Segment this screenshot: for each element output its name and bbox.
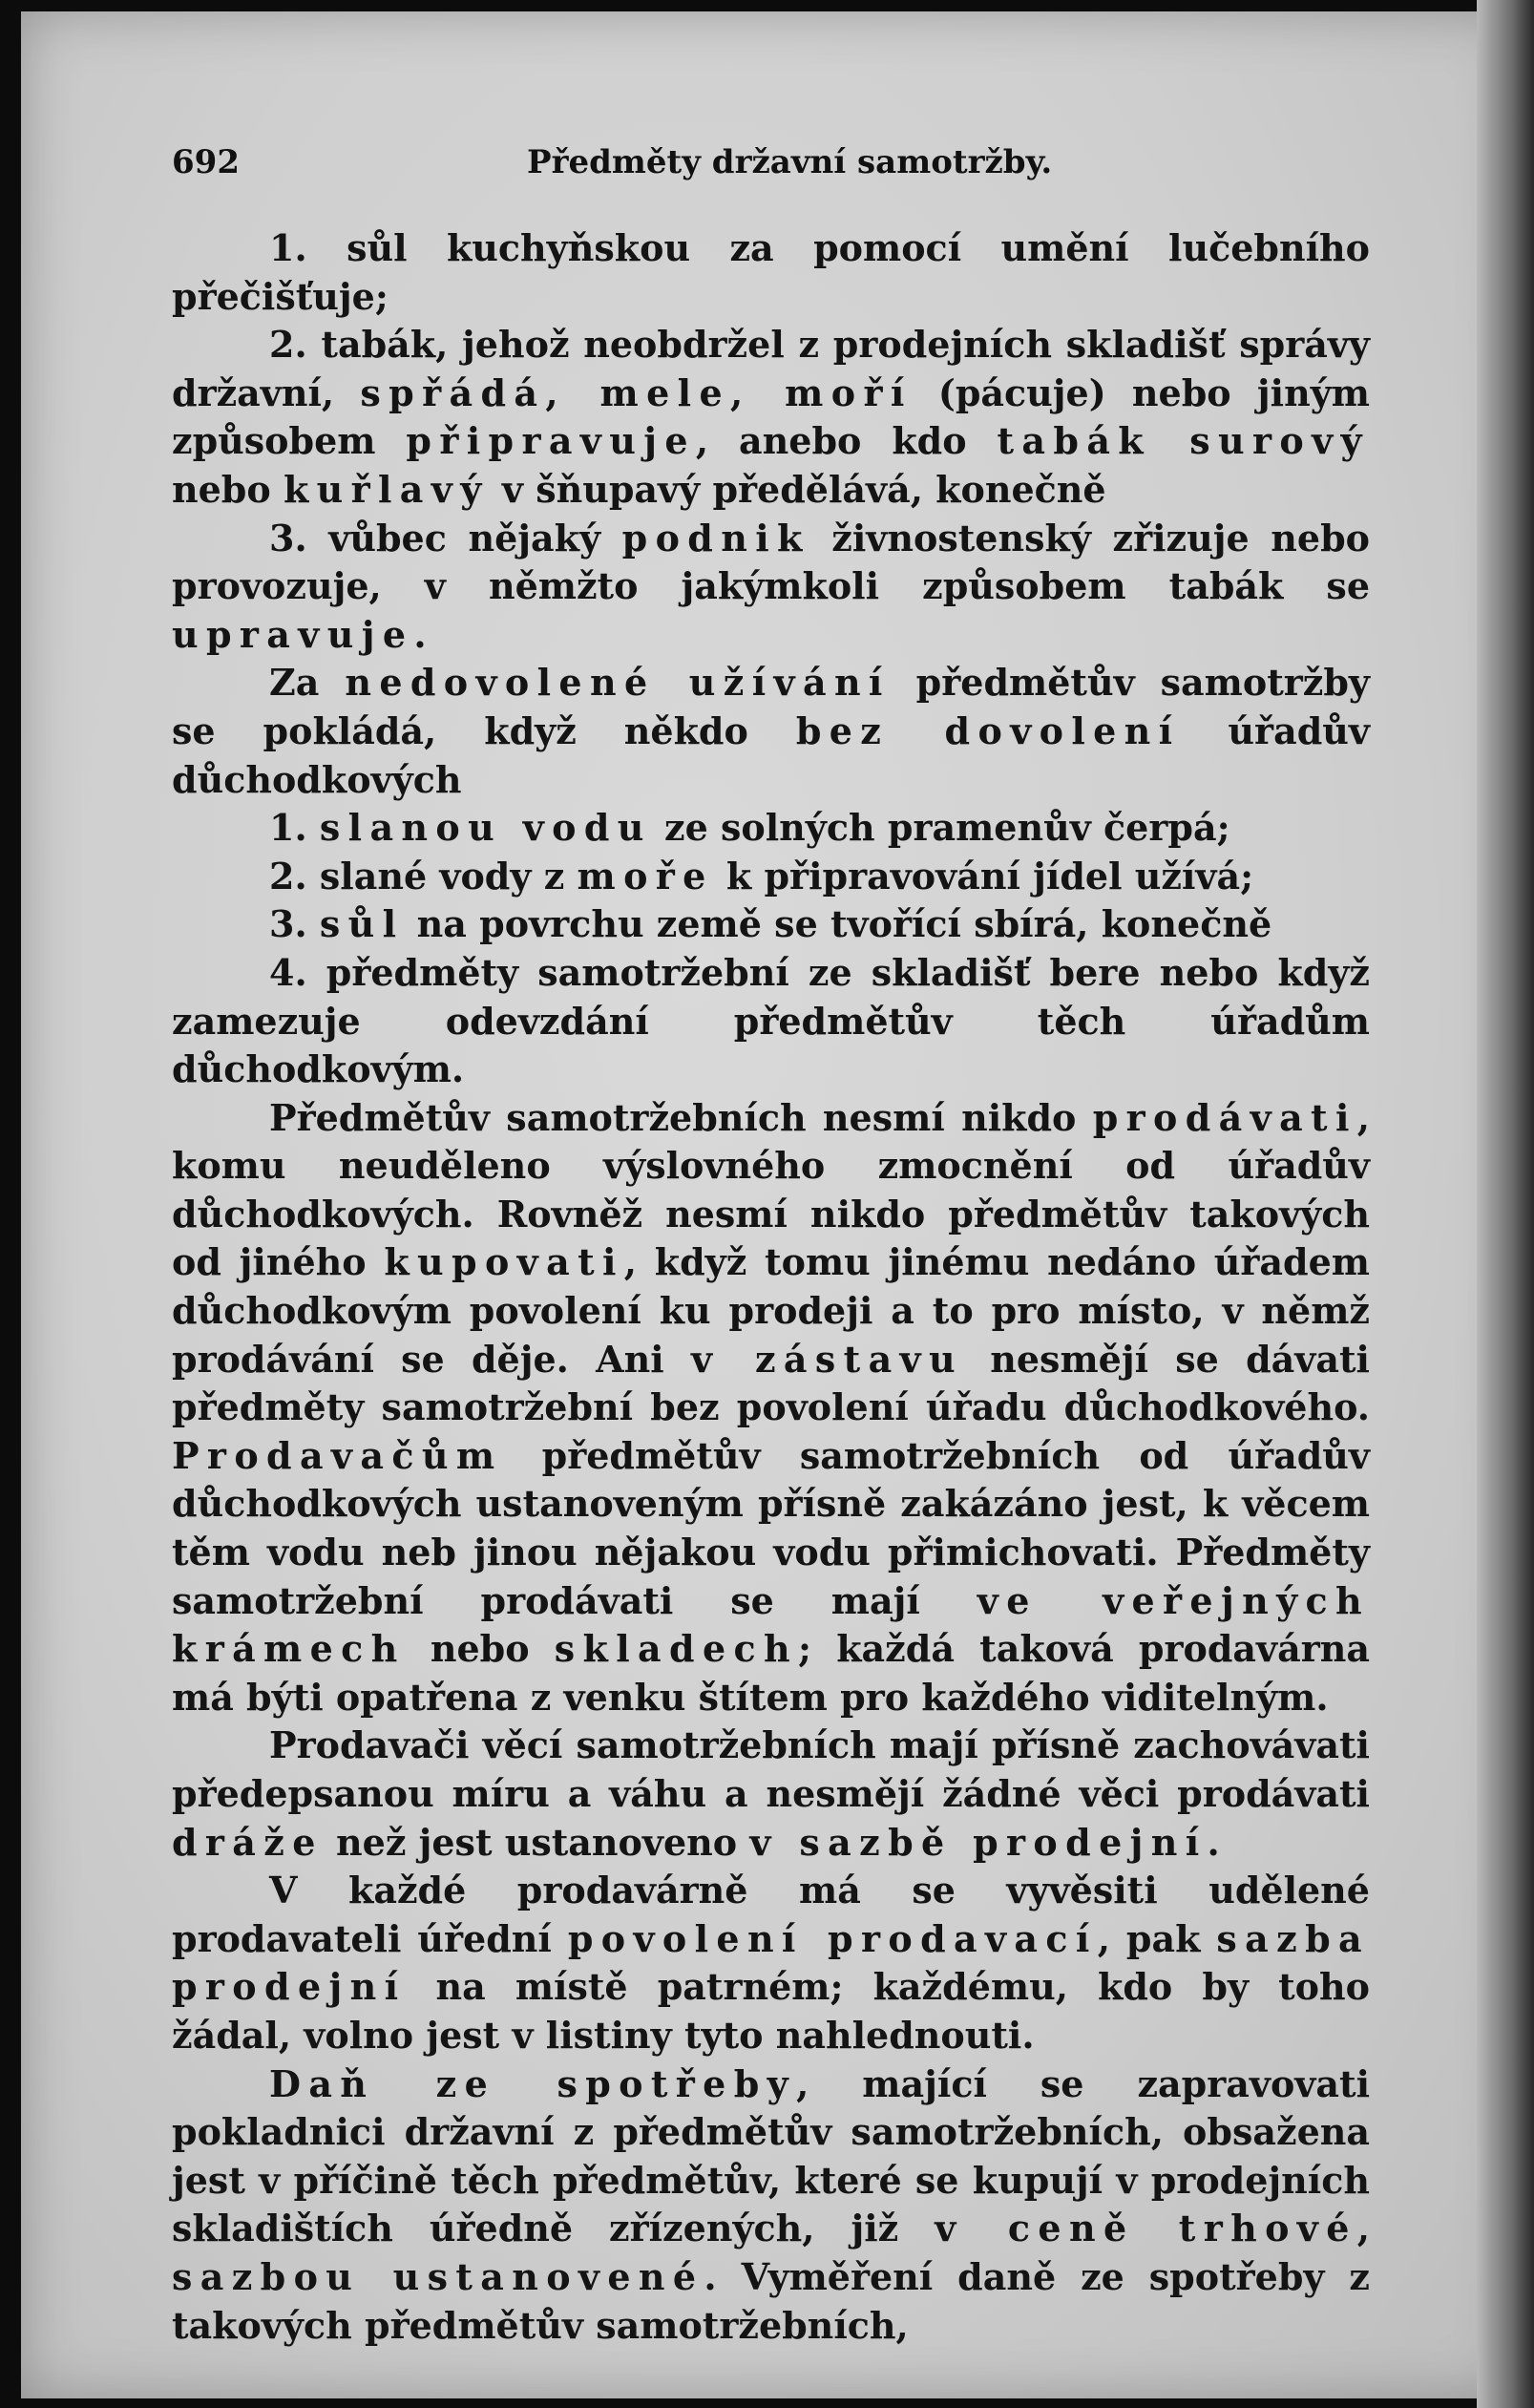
text-run: živnostenský zřizuje nebo provozuje, v němžto jakýmkoli způsobem tabák se [172, 516, 1370, 608]
text-run: než jest ustanoveno [323, 1820, 750, 1864]
text-run: . [1207, 1820, 1220, 1864]
text-run: (pácuje) nebo jiným způsobem [172, 370, 1370, 463]
paragraph [172, 659, 1370, 804]
text-run: nebo [405, 1627, 555, 1671]
paragraph [172, 949, 1370, 1094]
running-head: Předměty državní samotržby. [527, 143, 1053, 181]
text-run: , pak [1097, 1916, 1217, 1960]
text-run: úřadův důchodkových [172, 708, 1370, 801]
text-run: , mající se zapravovati pokladnici državní z předmětův samotržebních, obsažena jest v příčině těch předmětův, které se kupují v prodejních skladištích úředně zřízených, již [172, 2061, 1371, 2250]
text-run: Předmětův samotržebních nesmí nikdo [269, 1095, 1093, 1139]
spaced-emphasis: skladech [554, 1627, 798, 1671]
text-run: v šňupavý předělává, konečně [489, 467, 1106, 511]
text-run: 2. slané vody z [269, 854, 578, 898]
spaced-emphasis: bez dovolení [795, 708, 1181, 752]
text-run: , když tomu jinému nedáno úřadem důchodkovým povolení ku prodeji a to pro místo, v němž prodávání se děje. Ani [172, 1240, 1370, 1381]
spaced-emphasis: podnik [621, 516, 810, 560]
spaced-emphasis: v zástavu [690, 1337, 963, 1381]
text-run: na povrchu země se tvořící sbírá, konečně [404, 902, 1272, 946]
spaced-emphasis: kuřlavý [283, 467, 490, 511]
spaced-emphasis: povolení prodavací [567, 1916, 1098, 1960]
spaced-emphasis: ve veřejných krámech [172, 1578, 1370, 1671]
spaced-emphasis: v ceně trhové [935, 2207, 1357, 2250]
spaced-emphasis: spřádá, mele, moří [360, 370, 913, 414]
paragraph [172, 1867, 1370, 2059]
text-run: předmětův samotržby se pokládá, když někdo [172, 661, 1370, 752]
text-run: Za [269, 661, 346, 705]
text-run: 2. tabák, jehož neobdržel z prodejních skladišť správy državní, [172, 323, 1370, 414]
text-run: k připravování jídel užívá; [713, 854, 1254, 898]
text-run: na místě patrném; každému, kdo by toho žádal, volno jest v listiny tyto nahlednouti. [172, 1965, 1370, 2057]
paragraph [172, 321, 1370, 514]
spaced-emphasis: upravuje [172, 612, 414, 656]
text-run: . Vyměření daně ze spotřeby z takových předmětův samotržebních, [172, 2254, 1370, 2347]
spaced-emphasis: nedovolené užívání [345, 661, 891, 705]
text-run: , [1356, 2207, 1370, 2250]
text-run: 3. vůbec nějaký [269, 516, 622, 560]
text-run: nebo [172, 467, 284, 511]
text-run: nesmějí se dávati předměty samotržební bez povolení úřadu důchodkového. [172, 1337, 1370, 1429]
spaced-emphasis: sazba prodejní [172, 1916, 1370, 2009]
spaced-emphasis: kupovati [384, 1240, 624, 1284]
paragraph [172, 853, 1370, 901]
text-run: předmětův samotržebních od úřadův důchodkových ustanoveným přísně zakázáno jest, k věcem těm vodu neb jinou nějakou vodu přimichovati. Předměty samotržební prodávati se mají [172, 1433, 1370, 1622]
text-run: 1. [269, 806, 320, 850]
paragraph [172, 1094, 1370, 1722]
page-header [172, 143, 1365, 191]
spaced-emphasis: Prodavačům [172, 1433, 503, 1477]
spaced-emphasis: prodávati [1092, 1095, 1357, 1139]
spaced-emphasis: v sazbě prodejní [749, 1820, 1208, 1864]
spaced-emphasis: Daň ze spotřeby [269, 2061, 797, 2105]
paragraph [172, 900, 1370, 949]
paragraph [172, 224, 1370, 321]
page-edge-shadow [1477, 0, 1534, 2408]
spaced-emphasis: moře [577, 854, 714, 898]
text-run: , komu neuděleno výslovného zmocnění od úřadův důchodkových. Rovněž nesmí nikdo předmětův takových od jiného [172, 1095, 1370, 1284]
text-run: Prodavači věcí samotržebních mají přísně zachovávati předepsanou míru a váhu a nesmějí žádné věci prodávati [172, 1723, 1370, 1815]
spaced-emphasis: tabák surový [997, 419, 1370, 463]
text-run: V každé prodavárně má se vyvěsiti udělené prodavateli úřední [172, 1869, 1370, 1960]
text-run: 4. předměty samotržební ze skladišť bere nebo když zamezuje odevzdání předmětův těch úřadům důchodkovým. [172, 950, 1370, 1091]
text-run: 3. [269, 902, 320, 946]
body-text [172, 224, 1370, 2350]
text-run: ze solných pramenův čerpá; [651, 806, 1230, 850]
paragraph [172, 515, 1370, 660]
page-number: 692 [172, 143, 240, 181]
spaced-emphasis: sazbou ustanovené [172, 2254, 704, 2298]
text-run: ; každá taková prodavárna má býti opatřena z venku štítem pro každého viditelným. [172, 1627, 1371, 1719]
text-run: 1. sůl kuchyňskou za pomocí umění lučebního přečišťuje; [172, 226, 1370, 318]
text-run: . [413, 612, 427, 656]
paragraph [172, 804, 1370, 853]
paragraph [172, 1722, 1370, 1867]
spaced-emphasis: slanou vodu [319, 806, 652, 850]
paragraph [172, 2060, 1370, 2351]
spaced-emphasis: sůl [319, 902, 405, 946]
spaced-emphasis: dráže [172, 1820, 324, 1864]
spaced-emphasis: připravuje [406, 419, 696, 463]
text-run: , anebo kdo [695, 419, 998, 463]
